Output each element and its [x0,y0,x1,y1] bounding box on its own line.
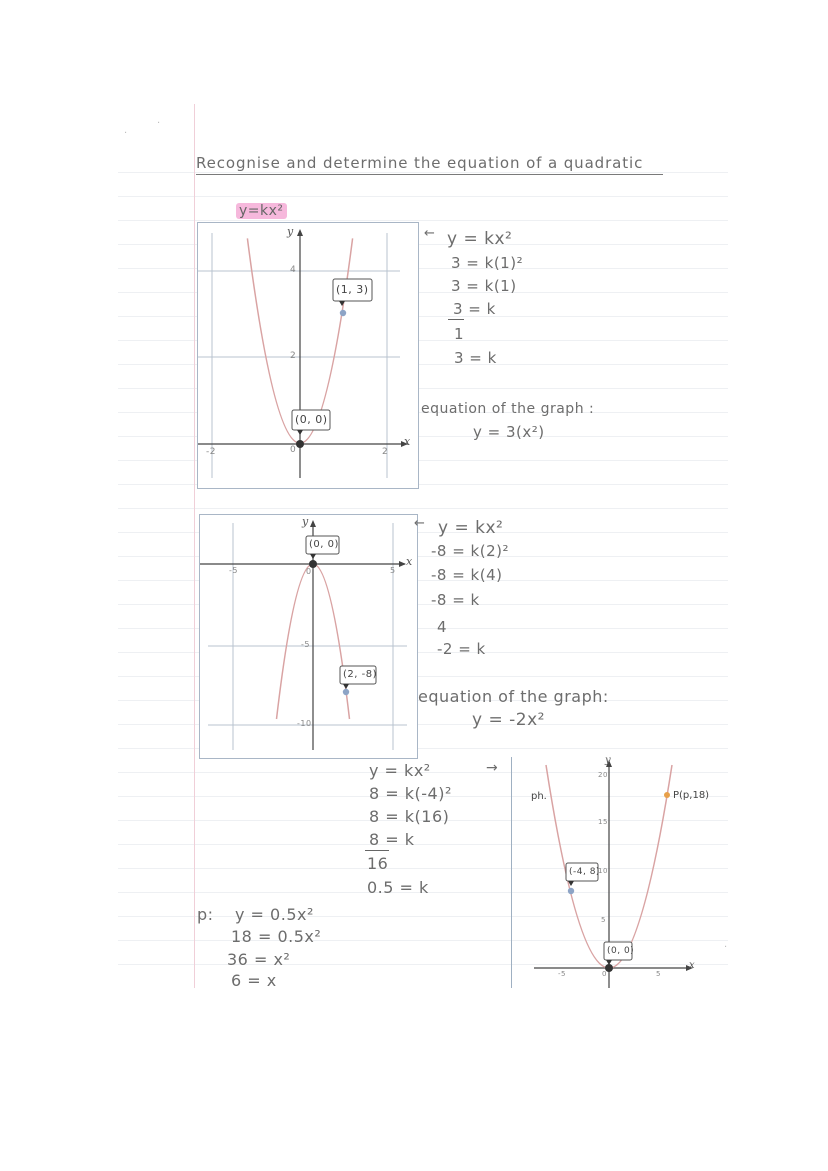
paper-speck: · [157,118,161,129]
point-label: (0, 0) [607,946,635,956]
y-tick: -5 [301,640,310,649]
y-tick: 4 [290,265,297,275]
paper-speck: · [124,128,128,139]
y-tick: 5 [601,916,606,924]
graph-2 [199,514,418,759]
y-tick: 2 [290,351,297,361]
conclusion-label: equation of the graph: [418,687,609,706]
point-label: (0, 0) [295,413,328,426]
work-line: 3 = k(1)² [451,254,524,272]
arrow-icon: ← [424,226,436,241]
x-tick: 2 [382,447,389,457]
page-title: Recognise and determine the equation of a quadratic [196,154,663,175]
x-tick: 0 [306,567,312,576]
work-line: 3 = k(1) [451,277,517,295]
work-line: -8 = k(4) [431,566,503,584]
work-line: y = kx² [438,518,504,538]
fraction-bar [448,319,464,320]
x-tick: -5 [558,970,566,978]
y-tick: 20 [598,771,608,779]
y-axis-label: y [605,755,612,766]
work-line: 8 = k [369,830,415,849]
conclusion-equation: y = 3(x²) [473,423,545,441]
x-tick: -2 [206,447,216,457]
arrow-icon: ← [414,516,426,531]
work-line: 0.5 = k [367,878,429,897]
work-line: y = kx² [369,761,431,780]
work-line: 4 [437,618,448,636]
x-tick: -5 [229,566,238,575]
work-line: -8 = k [431,591,480,609]
work-line: 8 = k(16) [369,807,450,826]
x-axis-label: x [404,435,411,448]
graph-annotation: ph. [531,791,547,802]
y-axis-label: y [287,225,294,238]
paper-speck: · [724,942,728,953]
p-label: p: [197,905,214,924]
work-line: 16 [367,854,389,873]
x-tick: 5 [390,566,396,575]
graph-1 [197,222,419,489]
y-tick: -10 [297,719,312,728]
formula-highlight: y=kx² [236,203,287,219]
y-tick: 10 [598,867,608,875]
work-line: -2 = k [437,640,486,658]
work-line: 1 [454,325,465,343]
work-line: 6 = x [231,971,277,987]
y-axis-label: y [302,515,309,528]
work-line: 36 = x² [227,950,291,969]
x-axis-label: x [406,555,413,568]
x-tick: 0 [602,970,607,978]
point-label: (0, 0) [309,539,339,550]
point-label: (-4, 8) [569,867,600,877]
x-axis-label: x [689,960,696,971]
graph-3 [512,755,728,988]
fraction-bar [365,850,389,851]
work-line: -8 = k(2)² [431,542,510,560]
work-line: 8 = k(-4)² [369,784,452,803]
arrow-icon: → [486,760,499,776]
x-tick: 0 [290,445,297,455]
work-line: 18 = 0.5x² [231,927,322,946]
conclusion-equation: y = -2x² [472,710,545,730]
conclusion-label: equation of the graph : [421,401,595,417]
point-label: P(p,18) [673,790,710,801]
work-line: y = 0.5x² [235,905,314,924]
y-tick: 15 [598,818,608,826]
work-line: 3 = k [453,300,496,318]
work-line: y = kx² [447,229,513,249]
x-tick: 5 [656,970,661,978]
margin-line [194,104,195,988]
point-label: (1, 3) [336,283,369,296]
work-line: 3 = k [454,349,497,367]
point-label: (2, -8) [343,669,377,680]
